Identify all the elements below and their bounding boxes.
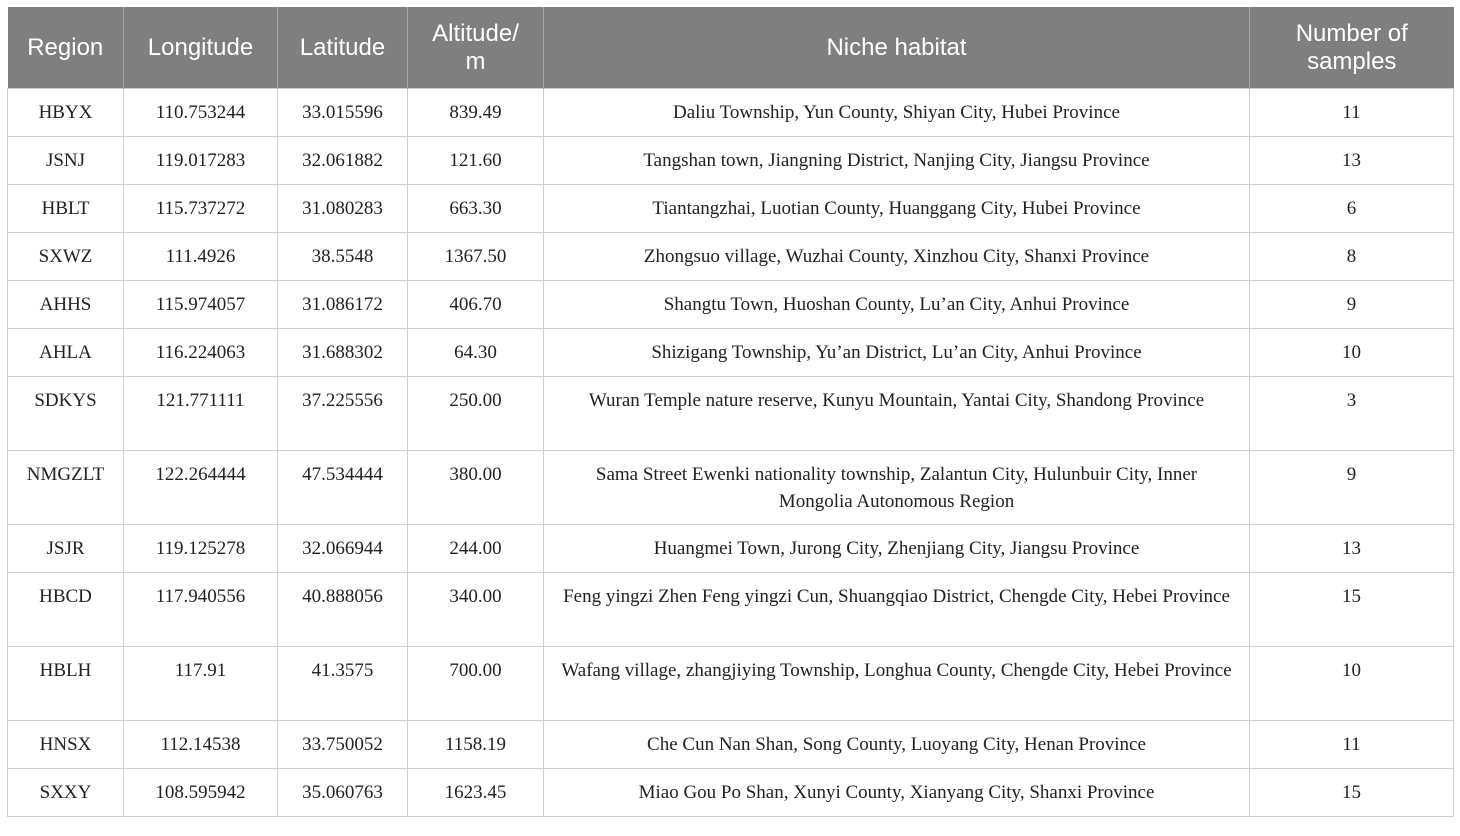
cell-region: HNSX [8, 721, 124, 769]
cell-altitude: 406.70 [408, 281, 544, 329]
cell-altitude: 1158.19 [408, 721, 544, 769]
cell-region: JSNJ [8, 137, 124, 185]
cell-longitude: 119.017283 [124, 137, 278, 185]
cell-latitude: 47.534444 [278, 451, 408, 525]
header-latitude: Latitude [278, 7, 408, 89]
table-row [8, 89, 1454, 137]
cell-altitude: 340.00 [408, 573, 544, 647]
cell-number-of-samples: 11 [1250, 89, 1454, 137]
cell-altitude: 700.00 [408, 647, 544, 721]
cell-latitude: 33.750052 [278, 721, 408, 769]
cell-niche-habitat: Shizigang Township, Yu’an District, Lu’an City, Anhui Province [544, 329, 1250, 377]
cell-latitude: 35.060763 [278, 769, 408, 817]
cell-niche-habitat: Daliu Township, Yun County, Shiyan City, Hubei Province [544, 89, 1250, 137]
cell-altitude: 250.00 [408, 377, 544, 451]
cell-region: HBCD [8, 573, 124, 647]
cell-altitude: 121.60 [408, 137, 544, 185]
cell-region: AHLA [8, 329, 124, 377]
table-row [8, 281, 1454, 329]
data-table-container [7, 7, 1453, 817]
table-row [8, 721, 1454, 769]
cell-number-of-samples: 6 [1250, 185, 1454, 233]
header-row [8, 7, 1454, 89]
cell-latitude: 41.3575 [278, 647, 408, 721]
cell-longitude: 121.771111 [124, 377, 278, 451]
table-row [8, 233, 1454, 281]
cell-niche-habitat: Miao Gou Po Shan, Xunyi County, Xianyang City, Shanxi Province [544, 769, 1250, 817]
cell-niche-habitat: Tangshan town, Jiangning District, Nanjing City, Jiangsu Province [544, 137, 1250, 185]
cell-latitude: 32.061882 [278, 137, 408, 185]
cell-region: HBLT [8, 185, 124, 233]
cell-number-of-samples: 10 [1250, 329, 1454, 377]
cell-altitude: 64.30 [408, 329, 544, 377]
table-row [8, 769, 1454, 817]
cell-number-of-samples: 9 [1250, 451, 1454, 525]
cell-altitude: 380.00 [408, 451, 544, 525]
cell-niche-habitat: Huangmei Town, Jurong City, Zhenjiang City, Jiangsu Province [544, 525, 1250, 573]
cell-longitude: 115.974057 [124, 281, 278, 329]
table-row [8, 573, 1454, 647]
cell-niche-habitat: Sama Street Ewenki nationality township, Zalantun City, Hulunbuir City, Inner Mongolia Autonomous Region [544, 451, 1250, 525]
cell-number-of-samples: 8 [1250, 233, 1454, 281]
cell-latitude: 31.086172 [278, 281, 408, 329]
table-row [8, 329, 1454, 377]
table-row [8, 137, 1454, 185]
cell-longitude: 122.264444 [124, 451, 278, 525]
cell-longitude: 117.91 [124, 647, 278, 721]
table-row [8, 451, 1454, 525]
header-longitude: Longitude [124, 7, 278, 89]
cell-niche-habitat: Shangtu Town, Huoshan County, Lu’an City, Anhui Province [544, 281, 1250, 329]
cell-number-of-samples: 9 [1250, 281, 1454, 329]
cell-region: SDKYS [8, 377, 124, 451]
cell-altitude: 663.30 [408, 185, 544, 233]
cell-latitude: 37.225556 [278, 377, 408, 451]
cell-niche-habitat: Wafang village, zhangjiying Township, Longhua County, Chengde City, Hebei Province [544, 647, 1250, 721]
header-altitude: Altitude/ m [408, 7, 544, 89]
header-region: Region [8, 7, 124, 89]
cell-longitude: 112.14538 [124, 721, 278, 769]
cell-altitude: 1623.45 [408, 769, 544, 817]
cell-longitude: 115.737272 [124, 185, 278, 233]
cell-number-of-samples: 11 [1250, 721, 1454, 769]
cell-niche-habitat: Zhongsuo village, Wuzhai County, Xinzhou City, Shanxi Province [544, 233, 1250, 281]
cell-niche-habitat: Feng yingzi Zhen Feng yingzi Cun, Shuangqiao District, Chengde City, Hebei Province [544, 573, 1250, 647]
cell-longitude: 117.940556 [124, 573, 278, 647]
cell-region: SXXY [8, 769, 124, 817]
header-number-of-samples: Number of samples [1250, 7, 1454, 89]
cell-latitude: 33.015596 [278, 89, 408, 137]
table-row [8, 647, 1454, 721]
cell-region: JSJR [8, 525, 124, 573]
cell-niche-habitat: Che Cun Nan Shan, Song County, Luoyang City, Henan Province [544, 721, 1250, 769]
table-row [8, 185, 1454, 233]
cell-number-of-samples: 13 [1250, 137, 1454, 185]
cell-number-of-samples: 3 [1250, 377, 1454, 451]
cell-longitude: 110.753244 [124, 89, 278, 137]
cell-latitude: 40.888056 [278, 573, 408, 647]
cell-latitude: 31.080283 [278, 185, 408, 233]
header-niche-habitat: Niche habitat [544, 7, 1250, 89]
sampling-sites-table [7, 7, 1454, 817]
cell-number-of-samples: 15 [1250, 769, 1454, 817]
cell-longitude: 116.224063 [124, 329, 278, 377]
cell-longitude: 111.4926 [124, 233, 278, 281]
cell-region: HBLH [8, 647, 124, 721]
table-row [8, 377, 1454, 451]
cell-number-of-samples: 10 [1250, 647, 1454, 721]
cell-number-of-samples: 13 [1250, 525, 1454, 573]
cell-niche-habitat: Wuran Temple nature reserve, Kunyu Mountain, Yantai City, Shandong Province [544, 377, 1250, 451]
table-header [8, 7, 1454, 89]
cell-altitude: 1367.50 [408, 233, 544, 281]
cell-region: NMGZLT [8, 451, 124, 525]
cell-region: SXWZ [8, 233, 124, 281]
cell-number-of-samples: 15 [1250, 573, 1454, 647]
cell-longitude: 108.595942 [124, 769, 278, 817]
cell-altitude: 244.00 [408, 525, 544, 573]
cell-longitude: 119.125278 [124, 525, 278, 573]
cell-region: AHHS [8, 281, 124, 329]
cell-latitude: 31.688302 [278, 329, 408, 377]
table-row [8, 525, 1454, 573]
cell-niche-habitat: Tiantangzhai, Luotian County, Huanggang City, Hubei Province [544, 185, 1250, 233]
cell-latitude: 32.066944 [278, 525, 408, 573]
cell-altitude: 839.49 [408, 89, 544, 137]
table-body [8, 89, 1454, 817]
cell-latitude: 38.5548 [278, 233, 408, 281]
cell-region: HBYX [8, 89, 124, 137]
